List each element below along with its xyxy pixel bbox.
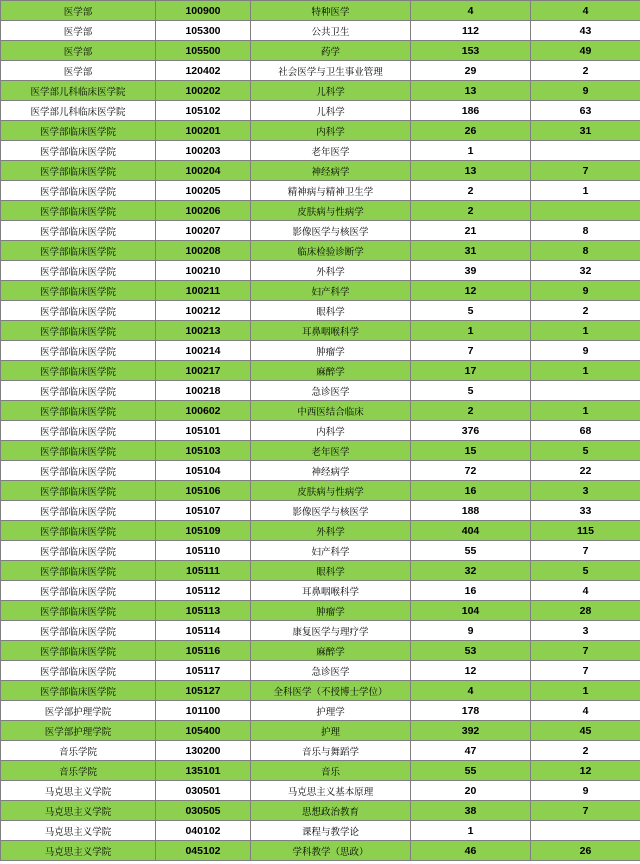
college-cell: 医学部临床医学院 bbox=[1, 521, 156, 541]
table-row bbox=[1, 141, 640, 161]
table-row bbox=[1, 501, 640, 521]
count-b-cell: 33 bbox=[531, 501, 640, 521]
table-row bbox=[1, 181, 640, 201]
count-a-cell: 47 bbox=[411, 741, 531, 761]
count-a-cell: 12 bbox=[411, 661, 531, 681]
count-a-cell: 1 bbox=[411, 321, 531, 341]
major-cell: 皮肤病与性病学 bbox=[251, 201, 411, 221]
table-row bbox=[1, 101, 640, 121]
major-cell: 麻醉学 bbox=[251, 361, 411, 381]
major-cell: 眼科学 bbox=[251, 561, 411, 581]
college-cell: 医学部临床医学院 bbox=[1, 241, 156, 261]
table-row bbox=[1, 81, 640, 101]
count-a-cell: 7 bbox=[411, 341, 531, 361]
count-b-cell: 5 bbox=[531, 561, 640, 581]
college-cell: 医学部临床医学院 bbox=[1, 421, 156, 441]
major-cell: 音乐与舞蹈学 bbox=[251, 741, 411, 761]
code-cell: 100202 bbox=[156, 81, 251, 101]
college-cell: 医学部临床医学院 bbox=[1, 501, 156, 521]
table-row bbox=[1, 161, 640, 181]
count-b-cell: 9 bbox=[531, 81, 640, 101]
college-cell: 医学部 bbox=[1, 61, 156, 81]
college-cell: 医学部儿科临床医学院 bbox=[1, 81, 156, 101]
college-cell: 医学部临床医学院 bbox=[1, 581, 156, 601]
count-a-cell: 392 bbox=[411, 721, 531, 741]
code-cell: 100205 bbox=[156, 181, 251, 201]
count-a-cell: 188 bbox=[411, 501, 531, 521]
major-cell: 妇产科学 bbox=[251, 281, 411, 301]
major-cell: 特种医学 bbox=[251, 1, 411, 21]
college-cell: 马克思主义学院 bbox=[1, 801, 156, 821]
count-b-cell: 115 bbox=[531, 521, 640, 541]
code-cell: 100203 bbox=[156, 141, 251, 161]
code-cell: 105107 bbox=[156, 501, 251, 521]
count-a-cell: 55 bbox=[411, 761, 531, 781]
count-a-cell: 404 bbox=[411, 521, 531, 541]
college-cell: 医学部临床医学院 bbox=[1, 281, 156, 301]
count-b-cell: 9 bbox=[531, 781, 640, 801]
college-cell: 音乐学院 bbox=[1, 741, 156, 761]
major-cell: 内科学 bbox=[251, 121, 411, 141]
code-cell: 105117 bbox=[156, 661, 251, 681]
table-row bbox=[1, 1, 640, 21]
count-b-cell: 4 bbox=[531, 1, 640, 21]
college-cell: 医学部临床医学院 bbox=[1, 121, 156, 141]
code-cell: 105300 bbox=[156, 21, 251, 41]
table-row bbox=[1, 481, 640, 501]
major-cell: 护理学 bbox=[251, 701, 411, 721]
code-cell: 105127 bbox=[156, 681, 251, 701]
college-cell: 医学部 bbox=[1, 21, 156, 41]
count-b-cell: 2 bbox=[531, 61, 640, 81]
count-b-cell: 26 bbox=[531, 841, 640, 861]
code-cell: 100207 bbox=[156, 221, 251, 241]
count-b-cell: 12 bbox=[531, 761, 640, 781]
code-cell: 100204 bbox=[156, 161, 251, 181]
count-a-cell: 16 bbox=[411, 481, 531, 501]
major-cell: 耳鼻咽喉科学 bbox=[251, 321, 411, 341]
code-cell: 105500 bbox=[156, 41, 251, 61]
count-b-cell bbox=[531, 141, 640, 161]
code-cell: 045102 bbox=[156, 841, 251, 861]
table-row bbox=[1, 441, 640, 461]
count-b-cell: 7 bbox=[531, 801, 640, 821]
code-cell: 105101 bbox=[156, 421, 251, 441]
count-b-cell: 1 bbox=[531, 321, 640, 341]
count-a-cell: 15 bbox=[411, 441, 531, 461]
code-cell: 105113 bbox=[156, 601, 251, 621]
college-cell: 医学部 bbox=[1, 1, 156, 21]
count-a-cell: 26 bbox=[411, 121, 531, 141]
count-a-cell: 46 bbox=[411, 841, 531, 861]
count-b-cell: 1 bbox=[531, 681, 640, 701]
major-cell: 社会医学与卫生事业管理 bbox=[251, 61, 411, 81]
count-a-cell: 178 bbox=[411, 701, 531, 721]
table-row bbox=[1, 21, 640, 41]
code-cell: 105400 bbox=[156, 721, 251, 741]
count-a-cell: 9 bbox=[411, 621, 531, 641]
code-cell: 105104 bbox=[156, 461, 251, 481]
count-a-cell: 5 bbox=[411, 381, 531, 401]
code-cell: 100212 bbox=[156, 301, 251, 321]
college-cell: 医学部临床医学院 bbox=[1, 641, 156, 661]
count-b-cell: 43 bbox=[531, 21, 640, 41]
college-cell: 医学部临床医学院 bbox=[1, 401, 156, 421]
college-cell: 医学部临床医学院 bbox=[1, 441, 156, 461]
code-cell: 100210 bbox=[156, 261, 251, 281]
code-cell: 105106 bbox=[156, 481, 251, 501]
major-cell: 影像医学与核医学 bbox=[251, 221, 411, 241]
count-b-cell bbox=[531, 821, 640, 841]
count-b-cell: 1 bbox=[531, 401, 640, 421]
college-cell: 马克思主义学院 bbox=[1, 841, 156, 861]
table-row bbox=[1, 221, 640, 241]
college-cell: 医学部临床医学院 bbox=[1, 341, 156, 361]
code-cell: 105111 bbox=[156, 561, 251, 581]
count-a-cell: 55 bbox=[411, 541, 531, 561]
count-b-cell: 2 bbox=[531, 741, 640, 761]
major-cell: 耳鼻咽喉科学 bbox=[251, 581, 411, 601]
count-b-cell: 45 bbox=[531, 721, 640, 741]
table-row bbox=[1, 381, 640, 401]
code-cell: 100217 bbox=[156, 361, 251, 381]
count-a-cell: 2 bbox=[411, 401, 531, 421]
major-cell: 中西医结合临床 bbox=[251, 401, 411, 421]
count-a-cell: 2 bbox=[411, 201, 531, 221]
college-cell: 医学部临床医学院 bbox=[1, 221, 156, 241]
count-a-cell: 5 bbox=[411, 301, 531, 321]
table-row bbox=[1, 41, 640, 61]
count-b-cell: 8 bbox=[531, 221, 640, 241]
code-cell: 030505 bbox=[156, 801, 251, 821]
count-b-cell: 7 bbox=[531, 161, 640, 181]
code-cell: 135101 bbox=[156, 761, 251, 781]
major-cell: 老年医学 bbox=[251, 441, 411, 461]
table-row bbox=[1, 841, 640, 861]
code-cell: 105110 bbox=[156, 541, 251, 561]
count-b-cell: 63 bbox=[531, 101, 640, 121]
major-cell: 肿瘤学 bbox=[251, 341, 411, 361]
table-row bbox=[1, 621, 640, 641]
count-a-cell: 53 bbox=[411, 641, 531, 661]
college-cell: 医学部临床医学院 bbox=[1, 541, 156, 561]
major-cell: 音乐 bbox=[251, 761, 411, 781]
college-cell: 医学部临床医学院 bbox=[1, 661, 156, 681]
major-cell: 公共卫生 bbox=[251, 21, 411, 41]
college-cell: 医学部临床医学院 bbox=[1, 461, 156, 481]
code-cell: 100218 bbox=[156, 381, 251, 401]
count-a-cell: 32 bbox=[411, 561, 531, 581]
major-cell: 皮肤病与性病学 bbox=[251, 481, 411, 501]
table-row bbox=[1, 461, 640, 481]
table-row bbox=[1, 781, 640, 801]
table-row bbox=[1, 601, 640, 621]
count-b-cell: 3 bbox=[531, 481, 640, 501]
college-cell: 医学部 bbox=[1, 41, 156, 61]
college-cell: 医学部临床医学院 bbox=[1, 621, 156, 641]
count-b-cell: 4 bbox=[531, 581, 640, 601]
code-cell: 100211 bbox=[156, 281, 251, 301]
code-cell: 100206 bbox=[156, 201, 251, 221]
count-b-cell: 5 bbox=[531, 441, 640, 461]
table-row bbox=[1, 661, 640, 681]
count-a-cell: 39 bbox=[411, 261, 531, 281]
college-cell: 医学部临床医学院 bbox=[1, 381, 156, 401]
code-cell: 105109 bbox=[156, 521, 251, 541]
college-cell: 医学部儿科临床医学院 bbox=[1, 101, 156, 121]
table-body bbox=[1, 1, 640, 861]
count-a-cell: 112 bbox=[411, 21, 531, 41]
count-b-cell: 49 bbox=[531, 41, 640, 61]
code-cell: 130200 bbox=[156, 741, 251, 761]
major-cell: 药学 bbox=[251, 41, 411, 61]
college-cell: 医学部护理学院 bbox=[1, 721, 156, 741]
code-cell: 100213 bbox=[156, 321, 251, 341]
college-cell: 医学部临床医学院 bbox=[1, 481, 156, 501]
code-cell: 100900 bbox=[156, 1, 251, 21]
table-row bbox=[1, 801, 640, 821]
college-cell: 医学部临床医学院 bbox=[1, 261, 156, 281]
table-row bbox=[1, 641, 640, 661]
count-b-cell: 3 bbox=[531, 621, 640, 641]
major-cell: 影像医学与核医学 bbox=[251, 501, 411, 521]
count-a-cell: 1 bbox=[411, 821, 531, 841]
major-cell: 精神病与精神卫生学 bbox=[251, 181, 411, 201]
table-row bbox=[1, 721, 640, 741]
count-a-cell: 17 bbox=[411, 361, 531, 381]
table-row bbox=[1, 701, 640, 721]
college-cell: 医学部临床医学院 bbox=[1, 301, 156, 321]
count-a-cell: 16 bbox=[411, 581, 531, 601]
count-a-cell: 20 bbox=[411, 781, 531, 801]
table-row bbox=[1, 521, 640, 541]
count-b-cell: 2 bbox=[531, 301, 640, 321]
code-cell: 040102 bbox=[156, 821, 251, 841]
count-a-cell: 376 bbox=[411, 421, 531, 441]
major-cell: 眼科学 bbox=[251, 301, 411, 321]
table-row bbox=[1, 281, 640, 301]
count-b-cell: 8 bbox=[531, 241, 640, 261]
code-cell: 105102 bbox=[156, 101, 251, 121]
count-b-cell: 4 bbox=[531, 701, 640, 721]
table-row bbox=[1, 581, 640, 601]
table-row bbox=[1, 201, 640, 221]
college-cell: 马克思主义学院 bbox=[1, 781, 156, 801]
count-b-cell: 7 bbox=[531, 641, 640, 661]
college-cell: 医学部临床医学院 bbox=[1, 321, 156, 341]
college-cell: 音乐学院 bbox=[1, 761, 156, 781]
count-a-cell: 72 bbox=[411, 461, 531, 481]
count-a-cell: 4 bbox=[411, 1, 531, 21]
count-a-cell: 13 bbox=[411, 81, 531, 101]
code-cell: 101100 bbox=[156, 701, 251, 721]
college-cell: 医学部临床医学院 bbox=[1, 201, 156, 221]
count-a-cell: 1 bbox=[411, 141, 531, 161]
table-row bbox=[1, 61, 640, 81]
table-row bbox=[1, 541, 640, 561]
table-row bbox=[1, 361, 640, 381]
table-row bbox=[1, 761, 640, 781]
count-a-cell: 38 bbox=[411, 801, 531, 821]
major-cell: 麻醉学 bbox=[251, 641, 411, 661]
major-cell: 学科教学（思政） bbox=[251, 841, 411, 861]
major-cell: 老年医学 bbox=[251, 141, 411, 161]
count-a-cell: 104 bbox=[411, 601, 531, 621]
count-a-cell: 4 bbox=[411, 681, 531, 701]
code-cell: 120402 bbox=[156, 61, 251, 81]
college-cell: 医学部临床医学院 bbox=[1, 141, 156, 161]
code-cell: 030501 bbox=[156, 781, 251, 801]
code-cell: 105103 bbox=[156, 441, 251, 461]
college-cell: 医学部护理学院 bbox=[1, 701, 156, 721]
college-cell: 医学部临床医学院 bbox=[1, 681, 156, 701]
table-row bbox=[1, 321, 640, 341]
table-row bbox=[1, 561, 640, 581]
count-a-cell: 13 bbox=[411, 161, 531, 181]
table-row bbox=[1, 421, 640, 441]
count-a-cell: 29 bbox=[411, 61, 531, 81]
code-cell: 105116 bbox=[156, 641, 251, 661]
code-cell: 105114 bbox=[156, 621, 251, 641]
count-a-cell: 12 bbox=[411, 281, 531, 301]
count-b-cell: 1 bbox=[531, 361, 640, 381]
college-cell: 医学部临床医学院 bbox=[1, 361, 156, 381]
major-cell: 内科学 bbox=[251, 421, 411, 441]
count-b-cell: 28 bbox=[531, 601, 640, 621]
count-b-cell bbox=[531, 381, 640, 401]
count-b-cell: 32 bbox=[531, 261, 640, 281]
table-row bbox=[1, 741, 640, 761]
count-a-cell: 21 bbox=[411, 221, 531, 241]
college-cell: 医学部临床医学院 bbox=[1, 601, 156, 621]
major-cell: 临床检验诊断学 bbox=[251, 241, 411, 261]
count-b-cell: 9 bbox=[531, 281, 640, 301]
major-cell: 儿科学 bbox=[251, 101, 411, 121]
count-b-cell bbox=[531, 201, 640, 221]
table-row bbox=[1, 341, 640, 361]
code-cell: 100208 bbox=[156, 241, 251, 261]
code-cell: 100201 bbox=[156, 121, 251, 141]
count-b-cell: 7 bbox=[531, 541, 640, 561]
code-cell: 100214 bbox=[156, 341, 251, 361]
major-cell: 神经病学 bbox=[251, 161, 411, 181]
count-b-cell: 9 bbox=[531, 341, 640, 361]
major-cell: 康复医学与理疗学 bbox=[251, 621, 411, 641]
table-row bbox=[1, 681, 640, 701]
table-row bbox=[1, 241, 640, 261]
count-a-cell: 153 bbox=[411, 41, 531, 61]
college-cell: 医学部临床医学院 bbox=[1, 181, 156, 201]
major-cell: 护理 bbox=[251, 721, 411, 741]
count-a-cell: 2 bbox=[411, 181, 531, 201]
count-b-cell: 7 bbox=[531, 661, 640, 681]
major-cell: 全科医学（不授博士学位） bbox=[251, 681, 411, 701]
count-b-cell: 68 bbox=[531, 421, 640, 441]
count-b-cell: 22 bbox=[531, 461, 640, 481]
major-cell: 马克思主义基本原理 bbox=[251, 781, 411, 801]
college-cell: 医学部临床医学院 bbox=[1, 561, 156, 581]
table-row bbox=[1, 301, 640, 321]
major-cell: 思想政治教育 bbox=[251, 801, 411, 821]
code-cell: 100602 bbox=[156, 401, 251, 421]
count-b-cell: 1 bbox=[531, 181, 640, 201]
major-cell: 儿科学 bbox=[251, 81, 411, 101]
table-row bbox=[1, 121, 640, 141]
college-cell: 医学部临床医学院 bbox=[1, 161, 156, 181]
major-cell: 课程与教学论 bbox=[251, 821, 411, 841]
table-row bbox=[1, 401, 640, 421]
major-cell: 外科学 bbox=[251, 261, 411, 281]
major-cell: 肿瘤学 bbox=[251, 601, 411, 621]
count-a-cell: 186 bbox=[411, 101, 531, 121]
count-b-cell: 31 bbox=[531, 121, 640, 141]
major-cell: 外科学 bbox=[251, 521, 411, 541]
major-cell: 妇产科学 bbox=[251, 541, 411, 561]
code-cell: 105112 bbox=[156, 581, 251, 601]
table-row bbox=[1, 261, 640, 281]
college-cell: 马克思主义学院 bbox=[1, 821, 156, 841]
table-row bbox=[1, 821, 640, 841]
major-cell: 神经病学 bbox=[251, 461, 411, 481]
count-a-cell: 31 bbox=[411, 241, 531, 261]
major-cell: 急诊医学 bbox=[251, 661, 411, 681]
major-cell: 急诊医学 bbox=[251, 381, 411, 401]
